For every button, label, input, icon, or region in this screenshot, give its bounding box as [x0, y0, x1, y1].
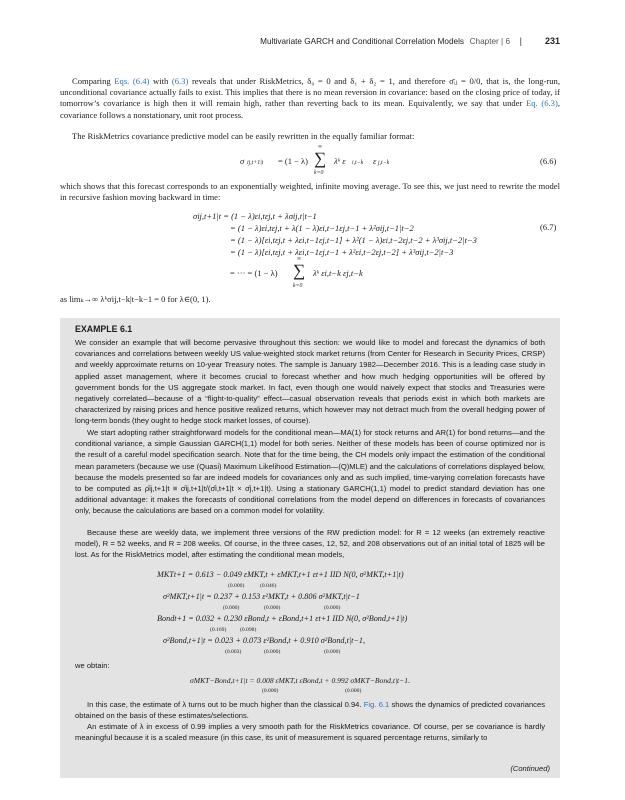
eq67-line-2: = (1 − λ)εi,tεj,t + λ(1 − λ)εi,t−1εj,t−1 + λ²σij,t−1|t−2 [230, 223, 414, 233]
eq-covariance: σMKT−Bond,t+1|t = 0.008 εMKT,t εBond,t + 0.992 σMKT−Bond,t|t−1. [190, 676, 410, 685]
eq67-line-3: = (1 − λ)[εi,tεj,t + λεi,t−1εj,t−1] + λ²(1 − λ)εi,t−2εj,t−2 + λ³σij,t−2|t−3 [230, 235, 477, 245]
eq-mkt-variance: σ²MKT,t+1|t = 0.237 + 0.153 ε²MKT,t + 0.806 σ²MKT,t|t−1 [163, 592, 360, 601]
we-obtain-text: we obtain: [75, 661, 110, 670]
eq-bond-variance: σ²Bond,t+1|t = 0.023 + 0.073 ε²Bond,t + 0.910 σ²Bond,t|t−1, [163, 636, 366, 645]
eq-covariance-se-2: (0.000) [345, 688, 362, 694]
fig-6-1-link[interactable]: Fig. 6.1 [363, 700, 390, 709]
eq67-sum-upper: ∞ [297, 256, 302, 262]
eq67-number: (6.7) [540, 222, 557, 232]
eq-mkt-mean-se-2: (0.046) [260, 583, 277, 589]
eq66-number: (6.6) [540, 156, 557, 166]
eq-mkt-variance-se-1: (0.000) [223, 605, 240, 611]
eq67-sum-lower: k=0 [293, 283, 303, 289]
page-number: 231 [544, 36, 560, 46]
eq66-sum-upper: ∞ [318, 144, 323, 150]
continued-label: (Continued) [510, 764, 550, 773]
eq66-sum-sign: ∑ [314, 149, 327, 168]
example-p4-text-b: shows the dynamics of predicted covariances obtained on the basis of these estimates/selections. [75, 700, 546, 721]
example-paragraph-5: An estimate of λ in excess of 0.99 implies a very smooth path for the RiskMetrics covariance. Of course, per se covariance is hardly meaningful because it is a scaled measure (in this case, its unit of measurement is squared percentage returns, similarly to [75, 722, 545, 743]
example-paragraph-4 [75, 699, 545, 721]
eq67-line-5-b: λᵏ εi,t−k εj,t−k [313, 268, 363, 278]
eq66-rhs: = (1 − λ) [278, 156, 308, 166]
eq-mkt-mean-se-1: (0.000) [228, 583, 245, 589]
eq67-limit: as limₖ→∞ λᵏσij,t−k|t−k−1 = 0 for λ∈(0, 1). [60, 294, 211, 304]
intro-text-c: reveals that under RiskMetrics, δ₀ = 0 and δ₁ + δ₂ = 1, and therefore σ̄ᵢⱼ = 0/0, that is, the long-run, unconditional covariance actually fails to exist. This implies that there is no mean reversion in covariance: based on the closing price of today, if tomorrow’s covariance is high then it will remain high, rather than reverting back to its mean. Equivalently, we say that under [60, 76, 560, 109]
eq66-term-sub: i,t−k [352, 160, 364, 166]
eq-mkt-variance-se-3: (0.000) [324, 605, 341, 611]
eq-bond-mean: Bondt+1 = 0.032 + 0.230 εBond,t + εBond,t+1 εt+1 IID N(0, σ²Bond,t+1|t) [157, 614, 408, 623]
example-p4-text-a: In this case, the estimate of λ turns out to be much higher than the classical 0.94. [87, 700, 364, 709]
eq-bond-variance-se-2: (0.000) [264, 649, 281, 655]
eq-6-3-link[interactable]: (6.3) [171, 76, 189, 86]
example-title: EXAMPLE 6.1 [75, 324, 133, 334]
eq-bond-mean-se-1: (0.169) [210, 627, 227, 633]
eq66-term2-sub: j,t−k [378, 160, 390, 166]
eq-bond-variance-se-1: (0.003) [225, 649, 242, 655]
eq67-line-5-a: = ··· = (1 − λ) [230, 268, 278, 278]
example-paragraph-3: Because these are weekly data, we implement three versions of the RW prediction model: for R = 12 weeks (an extremely reactive model), R = 52 weeks, and R = 208 weeks. Of course, in the three cases, 12, 52, and 208 observations out of an initial total of 1825 will be lost. As for the RiskMetrics model, after estimating the conditional mean models, [75, 528, 545, 560]
example-paragraph-2: We start adopting rather straightforward models for the conditional mean—MA(1) for stock returns and AR(1) for bond returns—and the conditional variance, a simple Gaussian GARCH(1,1) model for both series. Neither of these models has been of course optimized nor is the result of a careful model specification search. Note that for the time being, the CH models only impact the estimation of the conditional mean parameters (because we use (Quasi) Maximum Likelihood Estimation—(Q)MLE) and the calculations of correlations displayed below, because the models presented so far are indeed models for covariances only and as such implied, time-varying correlation forecasts have to be computed as ρ̂ij,t+1|t ≡ σ̂ij,t+1|t/(σ̂i,t+1|t × σ̂j,t+1|t). Using a stationary GARCH(1,1) model to predict standard deviation has one additional advantage: it makes the forecasts of conditional correlations from the model depend on differences in forecasts of covariances only, because the calculations are based on a common model for volatility. [75, 428, 545, 516]
example-paragraph-1: We consider an example that will become pervasive throughout this section: we would like to model and forecast the dynamics of both covariances and correlations between weekly US value-weighted stock market returns (from Center for Research in Security Prices, CRSP) and weekly approximate returns on 10-year Treasury notes. The sample is January 1982—December 2016. This is a leading case study in applied asset management, where it becomes crucial to forecast whether and how much hedging opportunities will be offered by government bonds for the US aggregate stock market. In fact, even though one would naively expect that stocks and Treasuries were negatively correlated—because of a “flight-to-quality” effect—casual observation reveals that periods exist in which both markets are characterized by raising prices and hence positive realized returns, which however may not detract much from the overall hedging power of long-term bonds (they ought to hedge stock market losses, of course). [75, 338, 545, 426]
running-head-separator: | [519, 36, 522, 46]
eq66-sum-lower: k=0 [314, 170, 324, 176]
eq-bond-variance-se-3: (0.000) [324, 649, 341, 655]
eq-mkt-variance-se-2: (0.000) [264, 605, 281, 611]
eq66-lhs: σ [240, 156, 245, 166]
running-head [60, 36, 560, 50]
eq67-line-1: σij,t+1|t = (1 − λ)εi,tεj,t + λσij,t|t−1 [193, 211, 317, 221]
running-head-chapter: Chapter | 6 [469, 37, 510, 46]
eq-bond-mean-se-2: (0.098) [240, 627, 257, 633]
moving-average-paragraph: which shows that this forecast corresponds to an exponentially weighted, infinite moving average. To see this, we just need to rewrite the model in recursive fashion moving backward in time: [60, 181, 560, 203]
eq67-sum-sign: ∑ [293, 261, 306, 280]
eq66-term: λᵏ ε [334, 156, 346, 166]
running-head-title: Multivariate GARCH and Conditional Correlation Models [260, 37, 464, 46]
intro-paragraph [60, 76, 560, 121]
eq-covariance-se-1: (0.000) [262, 688, 279, 694]
eq-mkt-mean: MKTt+1 = 0.613 − 0.049 εMKT,t + εMKT,t+1 εt+1 IID N(0, σ²MKT,t+1|t) [157, 570, 404, 579]
eq66-term2: ε [373, 156, 377, 166]
eq-6-3-link-2[interactable]: Eq. (6.3) [526, 98, 558, 109]
eq67-line-4: = (1 − λ)[εi,tεj,t + λεi,t−1εj,t−1 + λ²εi,t−2εj,t−2] + λ³σij,t−2|t−3 [230, 247, 454, 257]
intro-text-b: with [149, 76, 172, 86]
intro-paragraph-2: The RiskMetrics covariance predictive model can be easily rewritten in the equally familiar format: [72, 131, 415, 141]
intro-text-a: Comparing [72, 76, 115, 86]
eq-6-4-link[interactable]: Eqs. (6.4) [114, 76, 150, 86]
eq66-lhs-sub: ij,t+1|t [247, 160, 264, 166]
intro-text-d: , covariance follows a nonstationary, unit root process. [60, 98, 560, 120]
